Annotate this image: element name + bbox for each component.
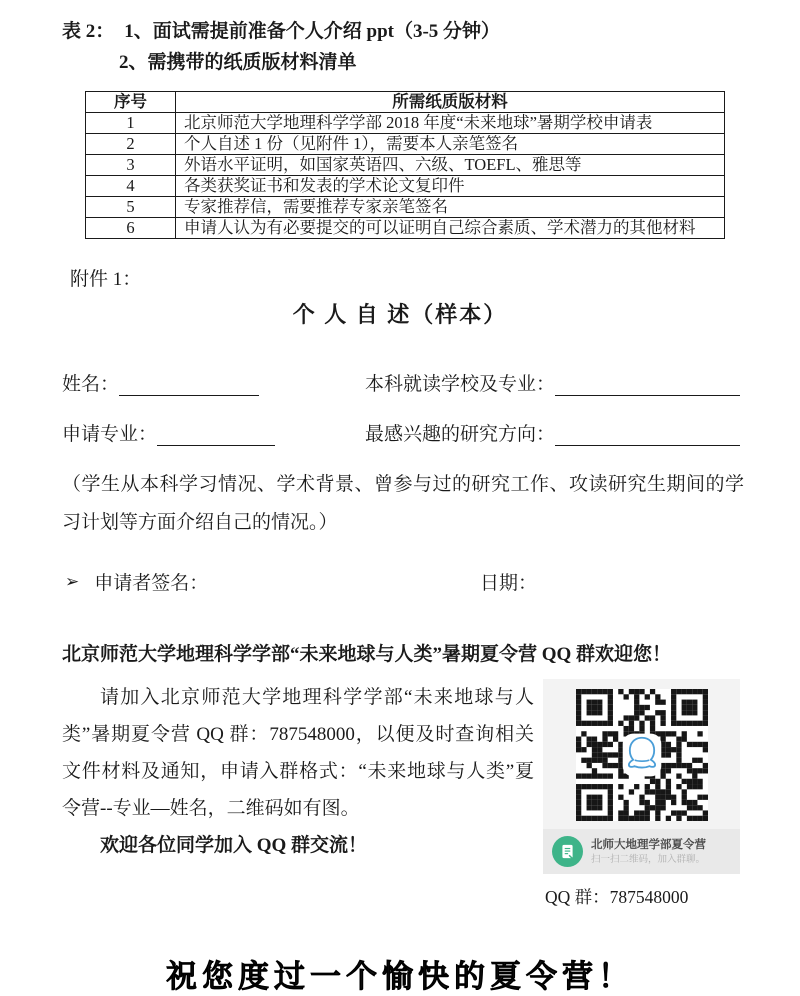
interest-blank-line xyxy=(555,422,740,446)
major-blank-line xyxy=(157,422,275,446)
table-row xyxy=(86,134,725,155)
qq-group-qr-card xyxy=(543,679,740,874)
form-row-1 xyxy=(62,366,740,396)
qr-group-info-bar xyxy=(543,829,740,874)
row6-item: 申请人认为有必要提交的可以证明自己综合素质、学术潜力的其他材料 xyxy=(176,218,725,239)
qr-code-area xyxy=(543,679,740,829)
qq-welcome-heading: 北京师范大学地理科学学部“未来地球与人类”暑期夏令营 QQ 群欢迎您！ xyxy=(62,644,672,665)
table-row xyxy=(86,113,725,134)
qr-scan-hint: 扫一扫二维码，加入群聊。 xyxy=(591,853,706,865)
header-materials: 所需纸质版材料 xyxy=(176,92,725,113)
qr-column xyxy=(543,679,740,909)
row4-item: 各类获奖证书和发表的学术论文复印件 xyxy=(176,176,725,197)
row4-no: 4 xyxy=(86,176,176,197)
row5-item: 专家推荐信，需要推荐专家亲笔签名 xyxy=(176,197,725,218)
row5-no: 5 xyxy=(86,197,176,218)
form-row-2 xyxy=(62,416,740,446)
arrowhead-bullet-icon: ➢ xyxy=(65,571,80,591)
row3-no: 3 xyxy=(86,155,176,176)
attachment-label: 附件 1： xyxy=(70,269,142,290)
school-blank-line xyxy=(555,372,740,396)
signature-label: 申请者签名： xyxy=(94,573,209,594)
date-label: 日期： xyxy=(480,573,538,594)
name-label: 姓名： xyxy=(62,374,120,395)
qq-group-label: QQ 群： xyxy=(545,887,610,907)
closing-blessing: 祝您度过一个愉快的夏令营！ xyxy=(166,959,634,995)
row2-item: 个人自述 1 份（见附件 1），需要本人亲笔签名 xyxy=(176,134,725,155)
statement-instructions: （学生从本科学习情况、学术背景、曾参与过的研究工作、攻读研究生期间的学习计划等方面介绍自己的情况。） xyxy=(62,474,744,533)
qq-group-number: 787548000 xyxy=(609,887,689,907)
table-row xyxy=(86,176,725,197)
qq-join-paragraph: 请加入北京师范大学地理科学学部“未来地球与人类”暑期夏令营 QQ 群：787548000，以便及时查询相关文件材料及通知，申请入群格式：“未来地球与人类”夏令营--专业—姓名，二维码如有图。 xyxy=(62,687,534,819)
group-doc-icon xyxy=(552,836,583,867)
interest-label: 最感兴趣的研究方向： xyxy=(365,424,556,445)
qq-group-number-line xyxy=(543,884,740,909)
table2-note1-text: 1、面试需提前准备个人介绍 ppt（3-5 分钟） xyxy=(124,21,501,42)
materials-table-wrap xyxy=(85,91,725,239)
statement-form xyxy=(62,366,740,446)
qr-group-name: 北师大地理学部夏令营 xyxy=(591,838,706,851)
table-row xyxy=(86,155,725,176)
row3-item: 外语水平证明，如国家英语四、六级、TOEFL、雅思等 xyxy=(176,155,725,176)
row1-item: 北京师范大学地理科学学部 2018 年度“未来地球”暑期学校申请表 xyxy=(176,113,725,134)
table2-note-line2: 2、需携带的纸质版材料清单 xyxy=(119,52,357,73)
qq-section-columns xyxy=(62,679,740,909)
table2-note-line1 xyxy=(62,16,742,47)
school-label: 本科就读学校及专业： xyxy=(365,374,556,395)
major-label: 申请专业： xyxy=(62,424,158,445)
table2-label: 表 2： xyxy=(62,21,115,42)
table-header-row xyxy=(86,92,725,113)
qq-qr-svg xyxy=(576,689,708,821)
table-row xyxy=(86,218,725,239)
qq-penguin-icon xyxy=(622,734,661,777)
qq-paragraphs xyxy=(62,679,534,909)
statement-title: 个 人 自 述（样本） xyxy=(292,302,508,327)
table-row xyxy=(86,197,725,218)
header-serial-no: 序号 xyxy=(86,92,176,113)
row1-no: 1 xyxy=(86,113,176,134)
row6-no: 6 xyxy=(86,218,176,239)
table2-notes xyxy=(0,0,800,78)
signature-row xyxy=(65,568,742,595)
qq-invite-line: 欢迎各位同学加入 QQ 群交流！ xyxy=(100,835,368,856)
materials-table xyxy=(85,91,725,239)
row2-no: 2 xyxy=(86,134,176,155)
name-blank-line xyxy=(119,372,259,396)
